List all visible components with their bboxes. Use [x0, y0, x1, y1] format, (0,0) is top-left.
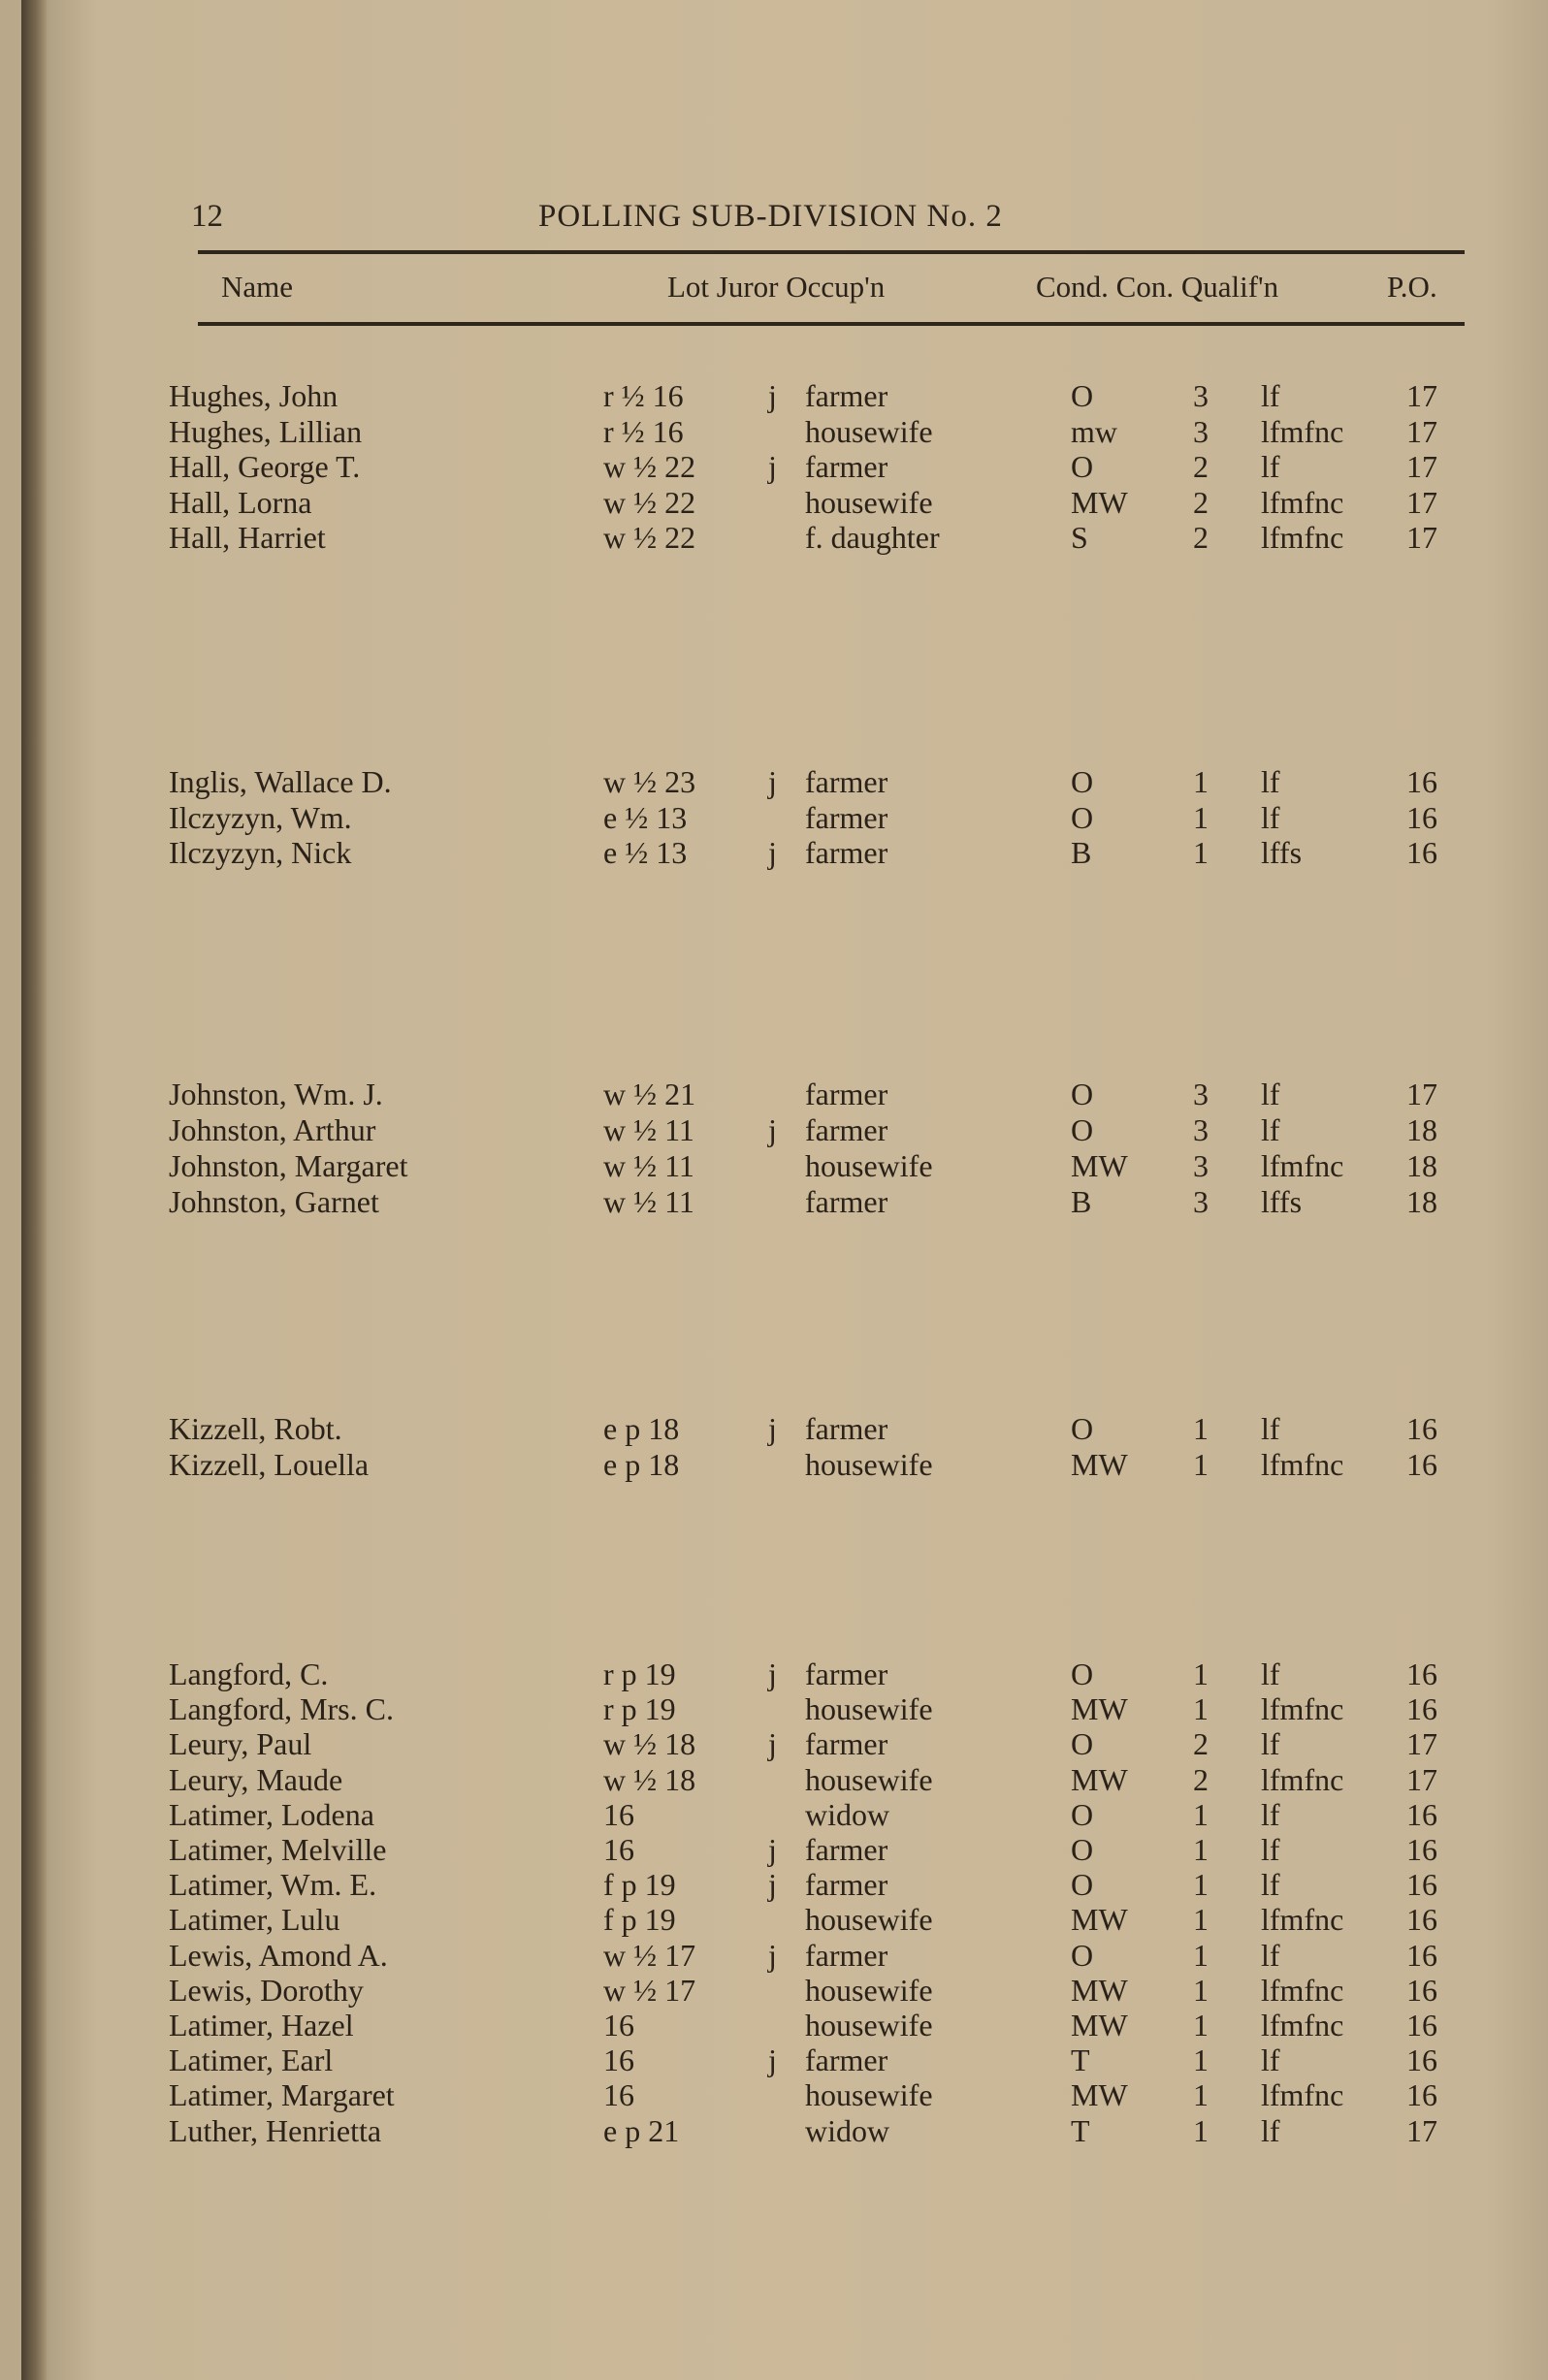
- entry-cond: O: [1071, 449, 1094, 484]
- entry-qualif: lfmfnc: [1261, 1447, 1344, 1482]
- entry-lot: 16: [603, 2008, 634, 2042]
- entry-occupation: housewife: [805, 1902, 933, 1938]
- entry-occupation: farmer: [805, 1184, 888, 1219]
- entry-con: 1: [1193, 1691, 1209, 1727]
- entry-qualif: lf: [1261, 2042, 1280, 2078]
- document-page: [21, 0, 1548, 2380]
- col-lot-juror-occ: Lot Juror Occup'n: [667, 270, 886, 304]
- list-item: [21, 1656, 1548, 1691]
- entry-occupation: farmer: [805, 1411, 888, 1446]
- entry-occupation: farmer: [805, 1867, 888, 1903]
- entry-po: 17: [1406, 520, 1437, 555]
- entry-con: 1: [1193, 1411, 1209, 1446]
- entry-name: Lewis, Amond A.: [169, 1937, 388, 1973]
- entry-lot: w ½ 22: [603, 449, 696, 484]
- entry-con: 2: [1193, 449, 1209, 484]
- entry-cond: B: [1071, 835, 1092, 870]
- entry-po: 16: [1406, 1656, 1437, 1691]
- entry-name: Latimer, Lulu: [169, 1902, 340, 1938]
- entry-qualif: lfmfnc: [1261, 1902, 1344, 1938]
- list-item: [21, 1184, 1548, 1219]
- col-po: P.O.: [1387, 270, 1437, 304]
- entry-qualif: lffs: [1261, 1184, 1303, 1219]
- entry-name: Leury, Paul: [169, 1726, 312, 1762]
- entry-lot: w ½ 17: [603, 1972, 696, 2008]
- entry-name: Latimer, Melville: [169, 1832, 387, 1867]
- entry-qualif: lfmfnc: [1261, 1972, 1344, 2008]
- entry-po: 16: [1406, 764, 1437, 799]
- entry-lot: 16: [603, 2077, 634, 2113]
- entry-po: 16: [1406, 1411, 1437, 1446]
- entry-con: 1: [1193, 1902, 1209, 1938]
- page-number: 12: [191, 199, 223, 234]
- page-title: POLLING SUB-DIVISION No. 2: [538, 199, 1003, 234]
- entry-lot: e p 21: [603, 2112, 680, 2148]
- entry-name: Kizzell, Louella: [169, 1447, 370, 1482]
- entry-qualif: lffs: [1261, 835, 1303, 870]
- list-item: [21, 2008, 1548, 2042]
- entry-lot: e ½ 13: [603, 835, 688, 870]
- entry-name: Leury, Maude: [169, 1761, 343, 1797]
- entry-juror: j: [768, 1656, 777, 1691]
- entry-cond: MW: [1071, 1761, 1128, 1797]
- entry-occupation: housewife: [805, 1148, 933, 1183]
- entry-qualif: lf: [1261, 1411, 1280, 1446]
- entry-con: 3: [1193, 378, 1209, 413]
- entry-name: Hall, George T.: [169, 449, 361, 484]
- list-item: [21, 2113, 1548, 2148]
- entry-juror: j: [768, 1832, 777, 1867]
- entry-name: Latimer, Hazel: [169, 2008, 354, 2042]
- entry-occupation: farmer: [805, 378, 888, 413]
- entry-po: 17: [1406, 449, 1437, 484]
- entry-con: 1: [1193, 2042, 1209, 2078]
- entry-cond: MW: [1071, 2077, 1128, 2113]
- entry-po: 16: [1406, 2042, 1437, 2078]
- list-item: [21, 520, 1548, 555]
- entry-occupation: housewife: [805, 413, 933, 449]
- entry-occupation: farmer: [805, 1077, 888, 1111]
- entry-lot: w ½ 11: [603, 1184, 694, 1219]
- entry-con: 1: [1193, 764, 1209, 799]
- entry-lot: 16: [603, 1796, 634, 1832]
- entry-po: 17: [1406, 378, 1437, 413]
- entry-con: 2: [1193, 484, 1209, 520]
- list-item: [21, 1691, 1548, 1726]
- entry-po: 18: [1406, 1184, 1437, 1219]
- list-item: [21, 2042, 1548, 2077]
- entry-con: 1: [1193, 1972, 1209, 2008]
- entry-cond: O: [1071, 1656, 1094, 1691]
- entry-po: 16: [1406, 1796, 1437, 1832]
- entry-con: 2: [1193, 1761, 1209, 1797]
- entry-po: 16: [1406, 2077, 1437, 2113]
- entry-po: 16: [1406, 799, 1437, 835]
- entry-occupation: housewife: [805, 2077, 933, 2113]
- entry-name: Lewis, Dorothy: [169, 1972, 364, 2008]
- entry-con: 1: [1193, 2008, 1209, 2042]
- entry-po: 16: [1406, 1832, 1437, 1867]
- entry-lot: e p 18: [603, 1447, 680, 1482]
- entry-cond: mw: [1071, 413, 1117, 449]
- entry-name: Johnston, Margaret: [169, 1148, 408, 1183]
- entry-qualif: lf: [1261, 799, 1280, 835]
- header-rule-top: [198, 250, 1465, 254]
- entry-name: Johnston, Garnet: [169, 1184, 379, 1219]
- entry-con: 1: [1193, 2112, 1209, 2148]
- entry-con: 1: [1193, 1867, 1209, 1903]
- entry-name: Inglis, Wallace D.: [169, 764, 392, 799]
- list-item: [21, 764, 1548, 799]
- entry-cond: MW: [1071, 2008, 1128, 2042]
- entry-lot: f p 19: [603, 1867, 676, 1903]
- entry-occupation: housewife: [805, 1761, 933, 1797]
- list-item: [21, 1411, 1548, 1446]
- entry-name: Latimer, Wm. E.: [169, 1867, 377, 1903]
- entry-cond: MW: [1071, 1972, 1128, 2008]
- entry-cond: O: [1071, 764, 1094, 799]
- entry-qualif: lf: [1261, 764, 1280, 799]
- entry-lot: w ½ 18: [603, 1726, 696, 1762]
- entry-occupation: farmer: [805, 1656, 888, 1691]
- entry-cond: MW: [1071, 1148, 1128, 1183]
- entry-occupation: farmer: [805, 2042, 888, 2078]
- entry-lot: w ½ 21: [603, 1077, 696, 1111]
- entry-con: 3: [1193, 1112, 1209, 1147]
- entry-occupation: housewife: [805, 484, 933, 520]
- entry-po: 16: [1406, 1867, 1437, 1903]
- entry-name: Hughes, Lillian: [169, 413, 363, 449]
- entry-lot: w ½ 23: [603, 764, 696, 799]
- entry-name: Johnston, Arthur: [169, 1112, 376, 1147]
- entry-qualif: lf: [1261, 1796, 1280, 1832]
- entry-lot: e p 18: [603, 1411, 680, 1446]
- entry-con: 2: [1193, 1726, 1209, 1762]
- entry-juror: j: [768, 1937, 777, 1973]
- entry-name: Hall, Harriet: [169, 520, 326, 555]
- entry-cond: O: [1071, 378, 1094, 413]
- entry-po: 17: [1406, 1761, 1437, 1797]
- entry-name: Luther, Henrietta: [169, 2112, 382, 2148]
- list-item: [21, 485, 1548, 520]
- entry-cond: O: [1071, 1077, 1094, 1111]
- entry-juror: j: [768, 1867, 777, 1903]
- entry-lot: w ½ 18: [603, 1761, 696, 1797]
- entry-cond: O: [1071, 1411, 1094, 1446]
- col-cond-con-qual: Cond. Con. Qualif'n: [1036, 270, 1279, 304]
- entry-cond: MW: [1071, 484, 1128, 520]
- entry-con: 3: [1193, 1184, 1209, 1219]
- list-item: [21, 1762, 1548, 1797]
- entry-po: 17: [1406, 2112, 1437, 2148]
- entry-lot: w ½ 17: [603, 1937, 696, 1973]
- list-item: [21, 1112, 1548, 1147]
- entry-con: 1: [1193, 799, 1209, 835]
- entry-qualif: lfmfnc: [1261, 1691, 1344, 1727]
- entry-cond: O: [1071, 1832, 1094, 1867]
- entry-po: 17: [1406, 484, 1437, 520]
- list-item: [21, 1832, 1548, 1867]
- entry-po: 16: [1406, 1972, 1437, 2008]
- entry-occupation: farmer: [805, 1726, 888, 1762]
- entry-lot: 16: [603, 2042, 634, 2078]
- entry-qualif: lf: [1261, 378, 1280, 413]
- entry-con: 1: [1193, 1656, 1209, 1691]
- entry-cond: MW: [1071, 1447, 1128, 1482]
- entry-name: Langford, C.: [169, 1656, 329, 1691]
- list-item: [21, 1902, 1548, 1937]
- entry-qualif: lfmfnc: [1261, 2077, 1344, 2113]
- entry-po: 16: [1406, 1902, 1437, 1938]
- list-item: [21, 414, 1548, 449]
- list-item: [21, 1938, 1548, 1973]
- entry-name: Latimer, Lodena: [169, 1796, 374, 1832]
- entry-cond: T: [1071, 2112, 1090, 2148]
- entry-name: Hall, Lorna: [169, 484, 312, 520]
- entry-qualif: lf: [1261, 1726, 1280, 1762]
- entry-occupation: widow: [805, 2112, 890, 2148]
- entry-po: 17: [1406, 1726, 1437, 1762]
- entry-name: Latimer, Earl: [169, 2042, 334, 2078]
- entry-lot: r p 19: [603, 1656, 676, 1691]
- entry-name: Langford, Mrs. C.: [169, 1691, 394, 1727]
- entry-qualif: lf: [1261, 1077, 1280, 1111]
- entry-occupation: housewife: [805, 1972, 933, 2008]
- entry-lot: f p 19: [603, 1902, 676, 1938]
- entry-cond: O: [1071, 799, 1094, 835]
- entry-qualif: lf: [1261, 1656, 1280, 1691]
- entry-occupation: farmer: [805, 799, 888, 835]
- entry-qualif: lf: [1261, 1867, 1280, 1903]
- entry-con: 1: [1193, 1447, 1209, 1482]
- entry-po: 16: [1406, 1691, 1437, 1727]
- list-item: [21, 1447, 1548, 1482]
- entry-occupation: farmer: [805, 449, 888, 484]
- entry-name: Ilczyzyn, Nick: [169, 835, 352, 870]
- entry-occupation: housewife: [805, 2008, 933, 2042]
- entry-lot: 16: [603, 1832, 634, 1867]
- col-name: Name: [221, 270, 294, 304]
- entry-lot: e ½ 13: [603, 799, 688, 835]
- list-item: [21, 2077, 1548, 2112]
- entry-qualif: lfmfnc: [1261, 520, 1344, 555]
- entry-occupation: farmer: [805, 835, 888, 870]
- entry-con: 3: [1193, 413, 1209, 449]
- list-item: [21, 835, 1548, 870]
- entry-con: 3: [1193, 1148, 1209, 1183]
- entry-occupation: farmer: [805, 1112, 888, 1147]
- entry-con: 1: [1193, 1832, 1209, 1867]
- entry-cond: O: [1071, 1112, 1094, 1147]
- entry-occupation: housewife: [805, 1447, 933, 1482]
- list-item: [21, 1797, 1548, 1832]
- entry-con: 1: [1193, 2077, 1209, 2113]
- entry-cond: O: [1071, 1796, 1094, 1832]
- entry-juror: j: [768, 449, 777, 484]
- list-item: [21, 1726, 1548, 1761]
- entry-con: 2: [1193, 520, 1209, 555]
- entry-po: 16: [1406, 835, 1437, 870]
- entry-name: Hughes, John: [169, 378, 339, 413]
- entry-cond: MW: [1071, 1691, 1128, 1727]
- entry-po: 18: [1406, 1148, 1437, 1183]
- list-item: [21, 449, 1548, 484]
- entry-cond: O: [1071, 1867, 1094, 1903]
- entry-lot: r ½ 16: [603, 413, 684, 449]
- entry-occupation: f. daughter: [805, 520, 940, 555]
- list-item: [21, 800, 1548, 835]
- entry-con: 1: [1193, 835, 1209, 870]
- entry-name: Kizzell, Robt.: [169, 1411, 342, 1446]
- entry-po: 16: [1406, 2008, 1437, 2042]
- entry-lot: w ½ 22: [603, 520, 696, 555]
- entry-occupation: farmer: [805, 764, 888, 799]
- entry-po: 17: [1406, 1077, 1437, 1111]
- entry-cond: B: [1071, 1184, 1092, 1219]
- entry-qualif: lf: [1261, 2112, 1280, 2148]
- entry-qualif: lfmfnc: [1261, 413, 1344, 449]
- list-item: [21, 378, 1548, 413]
- entry-lot: r p 19: [603, 1691, 676, 1727]
- list-item: [21, 1077, 1548, 1111]
- list-item: [21, 1867, 1548, 1902]
- entry-juror: j: [768, 378, 777, 413]
- entry-occupation: farmer: [805, 1832, 888, 1867]
- entry-con: 1: [1193, 1796, 1209, 1832]
- entry-con: 1: [1193, 1937, 1209, 1973]
- entry-juror: j: [768, 1726, 777, 1762]
- entry-qualif: lfmfnc: [1261, 2008, 1344, 2042]
- entry-qualif: lfmfnc: [1261, 1148, 1344, 1183]
- entry-qualif: lf: [1261, 449, 1280, 484]
- entry-lot: w ½ 11: [603, 1148, 694, 1183]
- entry-con: 3: [1193, 1077, 1209, 1111]
- entry-lot: w ½ 11: [603, 1112, 694, 1147]
- entry-juror: j: [768, 1411, 777, 1446]
- entry-lot: w ½ 22: [603, 484, 696, 520]
- entry-cond: T: [1071, 2042, 1090, 2078]
- entry-juror: j: [768, 764, 777, 799]
- entry-juror: j: [768, 835, 777, 870]
- entry-occupation: housewife: [805, 1691, 933, 1727]
- entry-cond: MW: [1071, 1902, 1128, 1938]
- header-rule-bottom: [198, 322, 1465, 326]
- entry-qualif: lfmfnc: [1261, 1761, 1344, 1797]
- entry-occupation: widow: [805, 1796, 890, 1832]
- entry-name: Latimer, Margaret: [169, 2077, 395, 2113]
- entry-qualif: lf: [1261, 1832, 1280, 1867]
- column-headers: [198, 270, 1465, 308]
- entry-po: 16: [1406, 1447, 1437, 1482]
- entry-cond: O: [1071, 1937, 1094, 1973]
- list-item: [21, 1973, 1548, 2008]
- entry-qualif: lf: [1261, 1112, 1280, 1147]
- entry-lot: r ½ 16: [603, 378, 684, 413]
- entry-cond: O: [1071, 1726, 1094, 1762]
- entry-qualif: lfmfnc: [1261, 484, 1344, 520]
- entry-cond: S: [1071, 520, 1088, 555]
- entry-qualif: lf: [1261, 1937, 1280, 1973]
- entry-name: Johnston, Wm. J.: [169, 1077, 383, 1111]
- entry-po: 17: [1406, 413, 1437, 449]
- entry-juror: j: [768, 1112, 777, 1147]
- entry-juror: j: [768, 2042, 777, 2078]
- entry-occupation: farmer: [805, 1937, 888, 1973]
- entry-name: Ilczyzyn, Wm.: [169, 799, 352, 835]
- list-item: [21, 1148, 1548, 1183]
- page-header: [191, 199, 1462, 247]
- entry-po: 18: [1406, 1112, 1437, 1147]
- entry-po: 16: [1406, 1937, 1437, 1973]
